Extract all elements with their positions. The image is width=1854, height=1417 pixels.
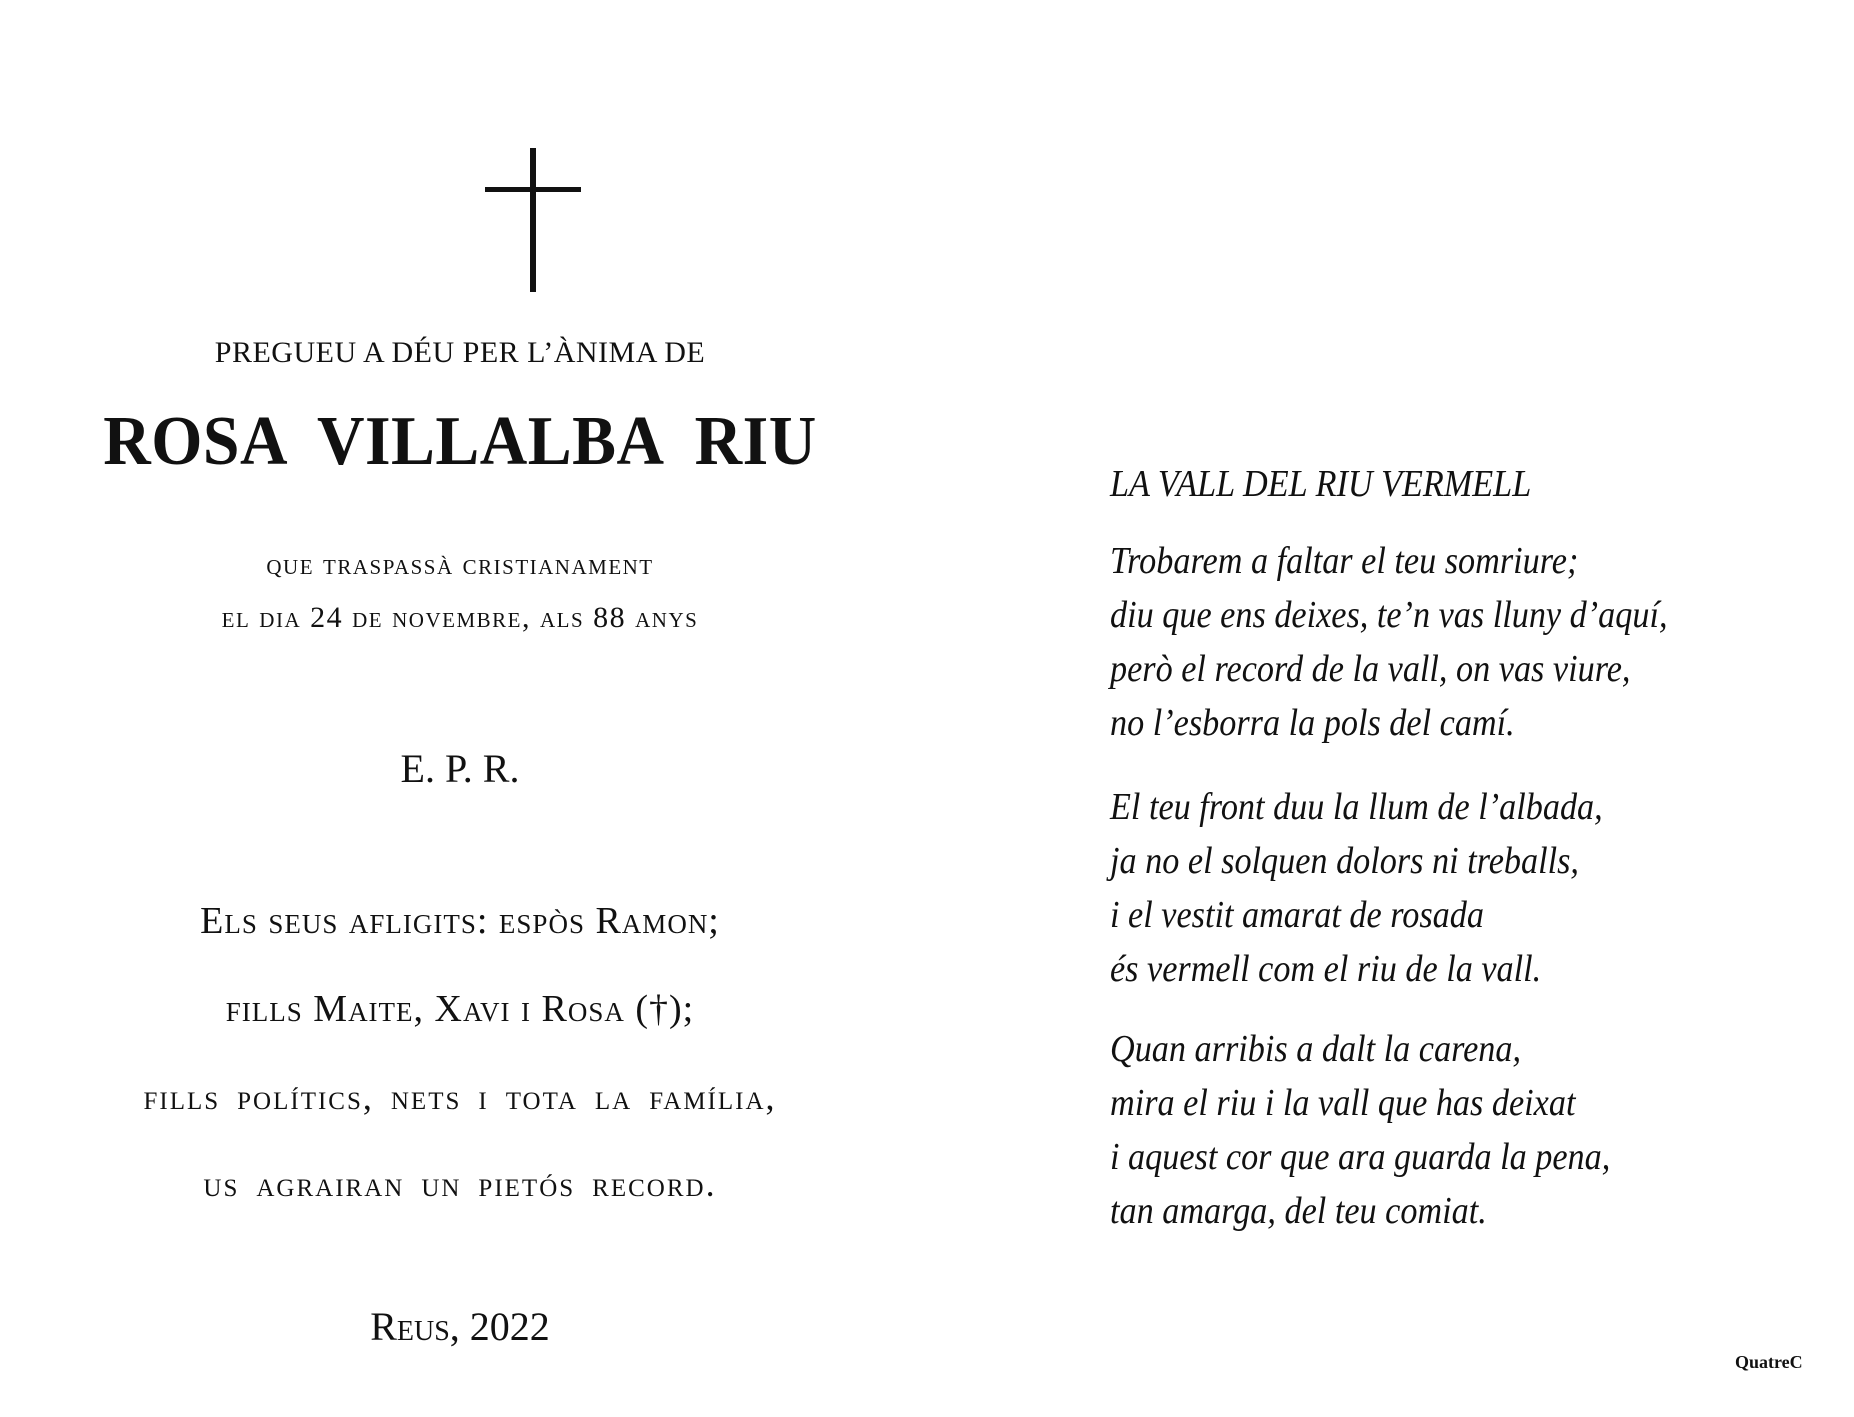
epr-text: E. P. R. [400, 746, 520, 791]
poem-line: El teu front duu la llum de l’albada, [1110, 786, 1603, 828]
poem-line: és vermell com el riu de la vall. [1110, 948, 1542, 990]
passing-line: que traspassà cristianament [266, 548, 654, 581]
family-line-2: fills Maite, Xavi i Rosa (†); [225, 988, 695, 1030]
memorial-card-left [70, 0, 850, 1417]
poem-line: però el record de la vall, on vas viure, [1110, 648, 1631, 690]
cross-icon [485, 148, 581, 292]
poem-line: i el vestit amarat de rosada [1110, 894, 1484, 936]
family-line-1: Els seus afligits: espòs Ramon; [200, 900, 720, 942]
poem-stanza-1 [1110, 534, 1729, 750]
poem-title: LA VALL DEL RIU VERMELL [1110, 463, 1532, 505]
printer-credit: QuatreC [1735, 1352, 1803, 1372]
date-age-line: el dia 24 de novembre, als 88 anys [221, 601, 699, 634]
poem-panel [1110, 0, 1810, 1417]
family-line-4: us agrairan un pietós record. [203, 1164, 717, 1204]
poem-line: Quan arribis a dalt la carena, [1110, 1028, 1522, 1070]
intro-text: PREGUEU A DÉU PER L’ÀNIMA DE [214, 336, 706, 369]
poem-stanza-3 [1110, 1022, 1666, 1238]
poem-line: Trobarem a faltar el teu somriure; [1110, 540, 1579, 582]
poem-line: mira el riu i la vall que has deixat [1110, 1082, 1576, 1124]
deceased-name: ROSA VILLALBA RIU [103, 403, 817, 480]
family-line-3: fills polítics, nets i tota la família, [143, 1077, 777, 1117]
poem-line: tan amarga, del teu comiat. [1110, 1190, 1487, 1232]
place-date: Reus, 2022 [370, 1304, 550, 1349]
poem-line: no l’esborra la pols del camí. [1110, 702, 1515, 744]
poem-line: i aquest cor que ara guarda la pena, [1110, 1136, 1611, 1178]
poem-line: ja no el solquen dolors ni treballs, [1110, 840, 1579, 882]
poem-line: diu que ens deixes, te’n vas lluny d’aquí, [1110, 594, 1668, 636]
poem-stanza-2 [1110, 780, 1657, 996]
